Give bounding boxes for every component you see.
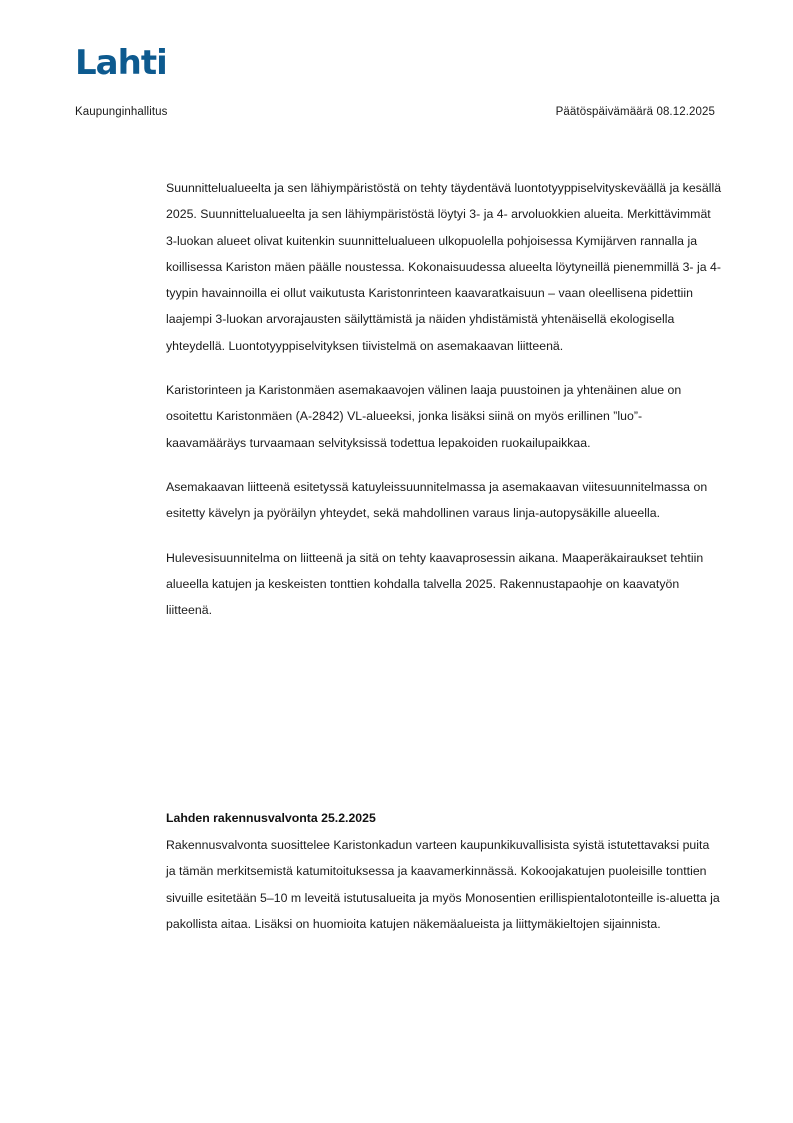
section-rakennusvalvonta xyxy=(166,806,722,937)
lahti-logo xyxy=(75,42,205,84)
paragraph: Karistorinteen ja Karistonmäen asemakaavojen välinen laaja puustoinen ja yhtenäinen alue on osoitettu Karistonmäen (A-2842) VL-alueeksi, jonka lisäksi siinä on myös erillinen ”luo”-kaavamääräys turvaamaan selvityksissä todettua lepakoiden ruokailupaikkaa. xyxy=(166,383,682,450)
paragraph: Rakennusvalvonta suosittelee Karistonkadun varteen kaupunkikuvallisista syistä istutettavaksi puita ja tämän merkitsemistä katumitoituksessa ja kaavamerkinnässä. Kokoojakatujen puoleisille tonttien sivuille esitetään 5–10 m leveitä istutusalueita ja myös Monosentien erillispientalotonteille is-aluetta ja pakollista aitaa. Lisäksi on huomioita katujen näkemäalueista ja liittymäkieltojen sijainnista. xyxy=(166,838,720,931)
paragraph: Suunnittelualueelta ja sen lähiympäristöstä on tehty täydentävä luontotyyppiselvityskeväällä ja kesällä 2025. Suunnittelualueelta ja sen lähiympäristöstä löytyi 3- ja 4- arvoluokkien alueita. Merkittävimmät 3-luokan alueet olivat kuitenkin suunnittelualueen ulkopuolella pohjoisessa Kymijärven rannalla ja koillisessa Kariston mäen päälle noustessa. Kokonaisuudessa alueelta löytyneillä pienemmillä 3- ja 4- tyypin havainnoilla ei ollut vaikutusta Karistonrinteen kaavaratkaisuun – vaan oleellisena pidettiin laajempi 3-luokan arvorajausten säilyttämistä ja näiden yhdistämistä yhtenäisellä ekologisella yhteydellä. Luontotyyppiselvityksen tiivistelmä on asemakaavan liitteenä. xyxy=(166,181,722,353)
header-organ: Kaupunginhallitus xyxy=(75,106,168,118)
section-heading: Lahden rakennusvalvonta 25.2.2025 xyxy=(166,811,376,825)
paragraph: Hulevesisuunnitelma on liitteenä ja sitä on tehty kaavaprosessin aikana. Maaperäkairaukset tehtiin alueella katujen ja keskeisten tonttien kohdalla talvella 2025. Rakennustapaohje on kaavatyön liitteenä. xyxy=(166,550,704,618)
document-header xyxy=(75,106,715,118)
document-body xyxy=(166,175,722,640)
paragraph: Asemakaavan liitteenä esitetyssä katuyleissuunnitelmassa ja asemakaavan viitesuunnitelmassa on esitetty kävelyn ja pyöräilyn yhteydet, sekä mahdollinen varaus linja-autopysäkille alueella. xyxy=(166,479,708,521)
logo-wordmark: Lahti xyxy=(75,43,167,83)
header-decision-date: Päätöspäivämäärä 08.12.2025 xyxy=(555,106,715,118)
